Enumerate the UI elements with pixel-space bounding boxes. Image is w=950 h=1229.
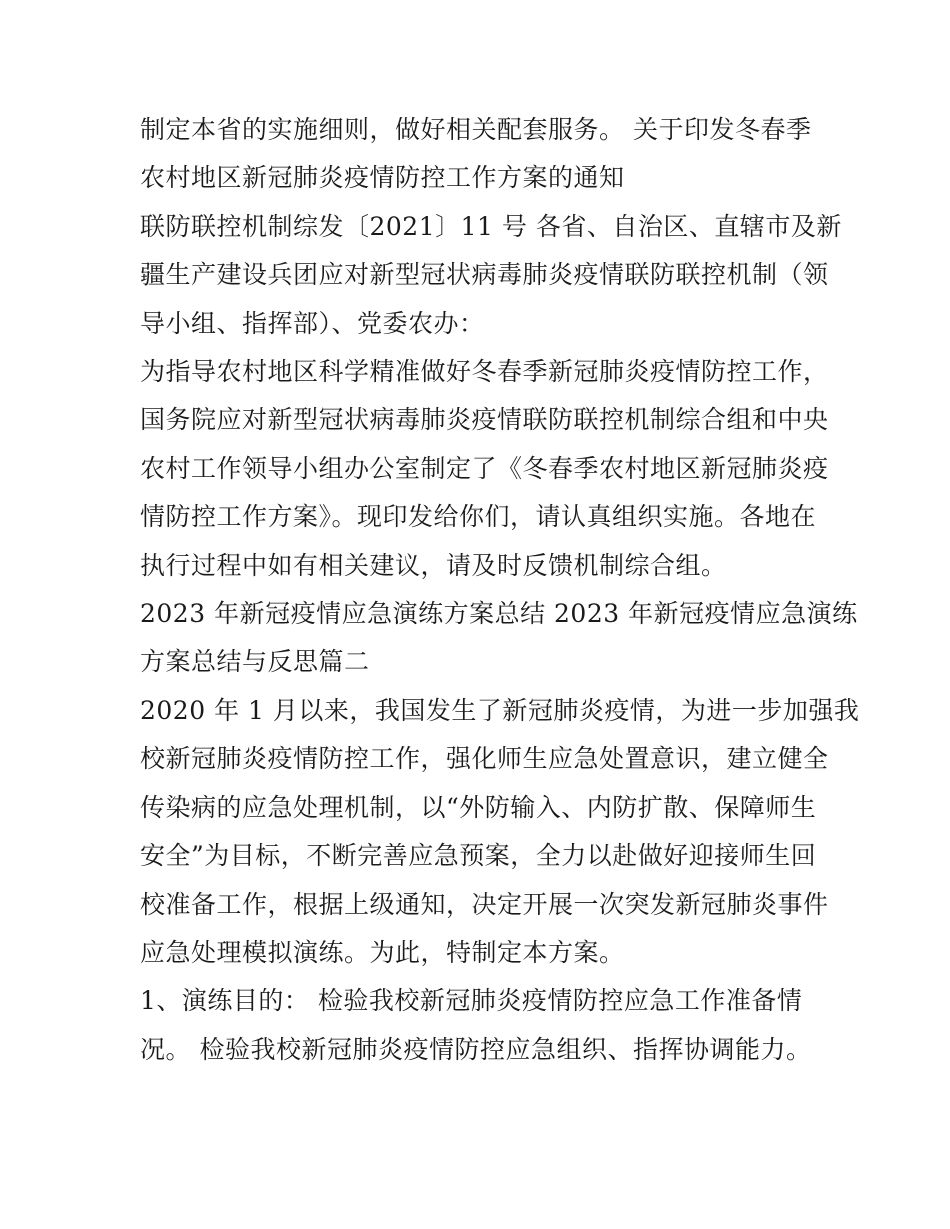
text-line: 制定本省的实施细则，做好相关配套服务。 关于印发冬春季 [140, 115, 812, 144]
text-line: 应急处理模拟演练。为此，特制定本方案。 [140, 937, 625, 967]
section-heading-line: 2023 年新冠疫情应急演练方案总结 2023 年新冠疫情应急演练 [140, 599, 858, 629]
text-line: 导小组、指挥部）、党委农办： [140, 308, 485, 338]
text-line: 校新冠肺炎疫情防控工作，强化师生应急处置意识，建立健全 [140, 744, 829, 774]
text-line: 1、演练目的： 检验我校新冠肺炎疫情防控应急工作准备情 [140, 986, 803, 1016]
document-body [140, 106, 860, 1074]
text-line: 安全”为目标，不断完善应急预案，全力以赴做好迎接师生回 [140, 841, 817, 871]
text-line: 2020 年 1 月以来，我国发生了新冠肺炎疫情，为进一步加强我 [140, 695, 860, 725]
text-line: 传染病的应急处理机制，以“外防输入、内防扩散、保障师生 [140, 792, 817, 822]
text-line: 农村工作领导小组办公室制定了《冬春季农村地区新冠肺炎疫 [140, 453, 829, 483]
text-line: 情防控工作方案》。现印发给你们，请认真组织实施。各地在 [140, 502, 817, 532]
text-line: 联防联控机制综发〔2021〕11 号 各省、自治区、直辖市及新 [140, 211, 842, 241]
text-line: 国务院应对新型冠状病毒肺炎疫情联防联控机制综合组和中央 [140, 405, 829, 435]
text-line: 况。 检验我校新冠肺炎疫情防控应急组织、指挥协调能力。 [140, 1034, 812, 1064]
text-line: 执行过程中如有相关建议，请及时反馈机制综合组。 [140, 550, 727, 580]
section-heading-line: 方案总结与反思篇二 [140, 647, 370, 677]
text-line: 为指导农村地区科学精准做好冬春季新冠肺炎疫情防控工作， [140, 357, 829, 387]
text-line: 疆生产建设兵团应对新型冠状病毒肺炎疫情联防联控机制（领 [140, 260, 829, 290]
text-line: 农村地区新冠肺炎疫情防控工作方案的通知 [140, 163, 625, 193]
text-line: 校准备工作，根据上级通知，决定开展一次突发新冠肺炎事件 [140, 889, 829, 919]
